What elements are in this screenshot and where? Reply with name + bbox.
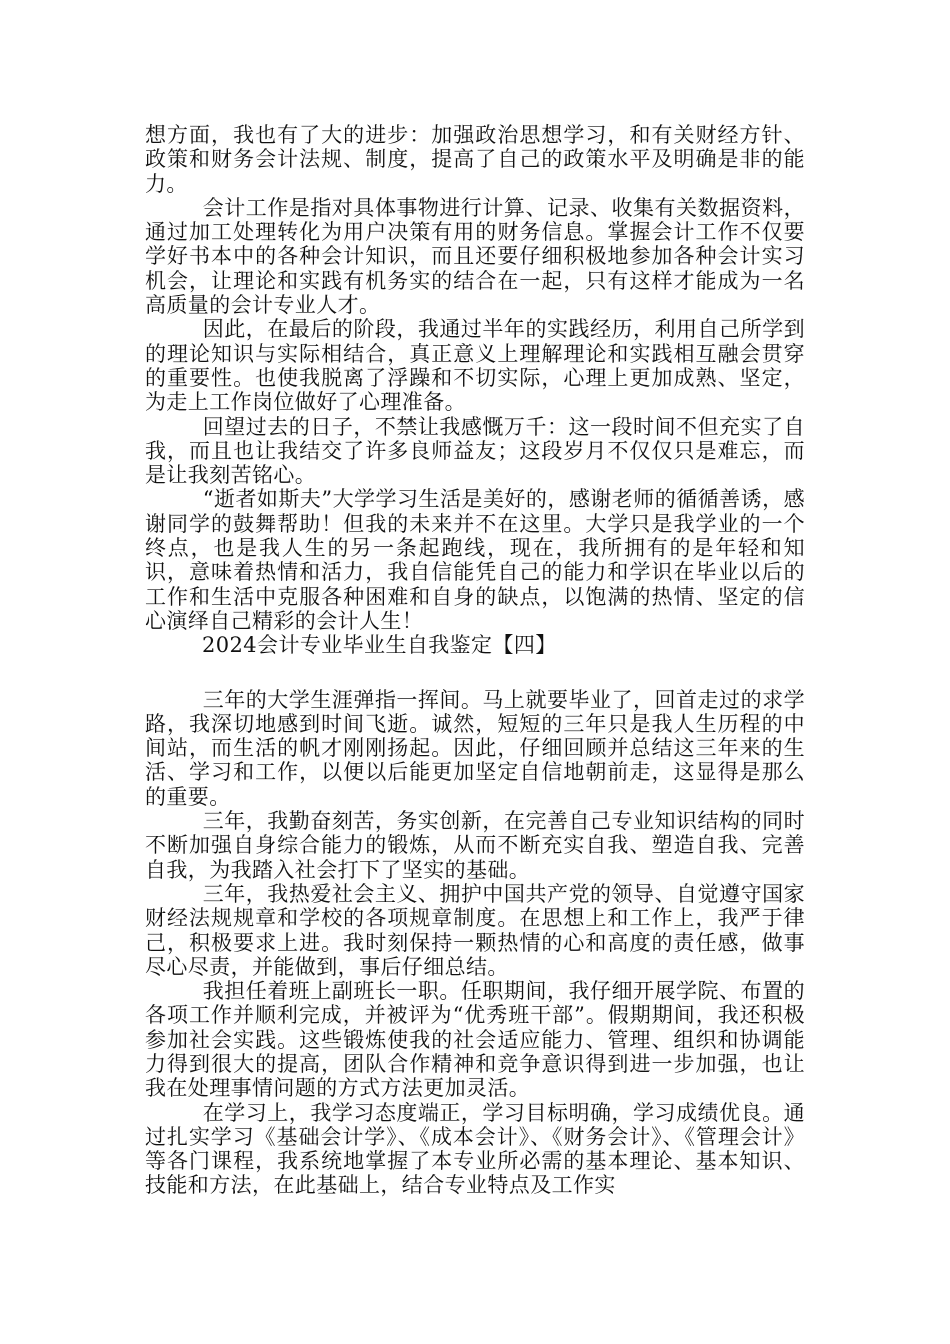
paragraph-looking-back: 回望过去的日子，不禁让我感慨万千：这一段时间不但充实了自我，而且也让我结交了许多良师益友；这段岁月不仅仅只是难忘，而是让我刻苦铭心。 xyxy=(145,414,805,488)
paragraph-accounting-work: 会计工作是指对具体事物进行计算、记录、收集有关数据资料，通过加工处理转化为用户决策有用的财务信息。掌握会计工作不仅要学好书本中的各种会计知识，而且还要仔细积极地参加各种会计实习机会，让理论和实践有机务实的结合在一起，只有这样才能成为一名高质量的会计专业人才。 xyxy=(145,195,805,318)
paragraph-continued: 想方面，我也有了大的进步：加强政治思想学习，和有关财经方针、政策和财务会计法规、制度，提高了自己的政策水平及明确是非的能力。 xyxy=(145,123,805,196)
section-spacer xyxy=(145,658,805,688)
paragraph-diligence: 三年，我勤奋刻苦，务实创新，在完善自己专业知识结构的同时不断加强自身综合能力的锻炼，从而不断充实自我、塑造自我、完善自我，为我踏入社会打下了坚实的基础。 xyxy=(145,809,805,882)
section-heading: 2024会计专业毕业生自我鉴定【四】 xyxy=(202,633,557,658)
paragraph-three-years-intro: 三年的大学生涯弹指一挥间。马上就要毕业了，回首走过的求学路，我深切地感到时间飞逝。诚然，短短的三年只是我人生历程的中间站，而生活的帆才刚刚扬起。因此，仔细回顾并总结这三年来的生活、学习和工作，以便以后能更加坚定自信地朝前走，这显得是那么的重要。 xyxy=(145,687,805,809)
paragraph-final-stage: 因此，在最后的阶段，我通过半年的实践经历，利用自己所学到的理论知识与实际相结合，真正意义上理解理论和实践相互融会贯穿的重要性。也使我脱离了浮躁和不切实际，心理上更加成熟、坚定，为走上工作岗位做好了心理准备。 xyxy=(145,317,805,415)
document-body xyxy=(145,123,805,1198)
paragraph-university-life: “逝者如斯夫”大学学习生活是美好的，感谢老师的循循善诱，感谢同学的鼓舞帮助！但我的未来并不在这里。大学只是我学业的一个终点，也是我人生的另一条起跑线，现在，我所拥有的是年轻和知识，意味着热情和活力，我自信能凭自己的能力和学识在毕业以后的工作和生活中克服各种困难和自身的缺点，以饱满的热情、坚定的信心演绎自己精彩的会计人生！ xyxy=(145,487,805,633)
paragraph-class-monitor: 我担任着班上副班长一职。任职期间，我仔细开展学院、布置的各项工作并顺利完成，并被评为“优秀班干部”。假期期间，我还积极参加社会实践。这些锻炼使我的社会适应能力、管理、组织和协调能力得到很大的提高，团队合作精神和竞争意识得到进一步加强，也让我在处理事情问题的方式方法更加灵活。 xyxy=(145,979,805,1101)
paragraph-study: 在学习上，我学习态度端正，学习目标明确，学习成绩优良。通过扎实学习《基础会计学》、《成本会计》、《财务会计》、《管理会计》等各门课程，我系统地掌握了本专业所必需的基本理论、基本知识、技能和方法，在此基础上，结合专业特点及工作实 xyxy=(145,1100,805,1198)
paragraph-political-attitude: 三年，我热爱社会主义、拥护中国共产党的领导、自觉遵守国家财经法规规章和学校的各项规章制度。在思想上和工作上，我严于律己，积极要求上进。我时刻保持一颗热情的心和高度的责任感，做事尽心尽责，并能做到，事后仔细总结。 xyxy=(145,881,805,979)
